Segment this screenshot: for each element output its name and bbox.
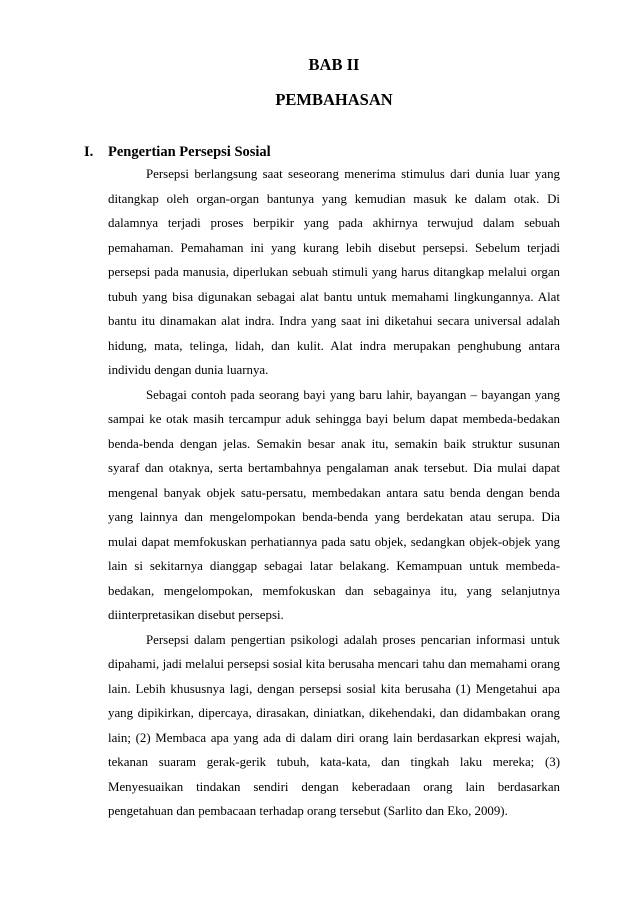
section-heading [84, 142, 271, 162]
chapter-title: PEMBAHASAN [275, 90, 393, 109]
paragraph-2: Sebagai contoh pada seorang bayi yang baru lahir, bayangan – bayangan yang sampai ke otak masih tercampur aduk sehingga bayi belum dapat membeda-bedakan benda-benda dengan jelas. Semakin besar anak itu, semakin baik struktur susunan syaraf dan otaknya, serta bertambahnya pengalaman anak tersebut. Dia mulai dapat mengenal banyak objek satu-persatu, membedakan antara satu benda dengan benda yang lainnya dan mengelompokan benda-benda yang berdekatan atau serupa. Dia mulai dapat memfokuskan perhatiannya pada satu objek, sedangkan objek-objek yang lain si sekitarnya dianggap sebagai latar belakang. Kemampuan untuk membeda-bedakan, mengelompokan, memfokuskan dan sebagainya itu, yang selanjutnya diinterpretasikan disebut persepsi. [108, 387, 560, 622]
paragraph-3: Persepsi dalam pengertian psikologi adalah proses pencarian informasi untuk dipahami, jadi melalui persepsi sosial kita berusaha mencari tahu dan memahami orang lain. Lebih khususnya lagi, dengan persepsi sosial kita berusaha (1) Mengetahui apa yang dipikirkan, dipercaya, dirasakan, diniatkan, dikehendaki, dan didambakan orang lain; (2) Membaca apa yang ada di dalam diri orang lain berdasarkan ekpresi wajah, tekanan suaram gerak-gerik tubuh, kata-kata, dan tingkah laku mereka; (3) Menyesuaikan tindakan sendiri dengan keberadaan orang lain berdasarkan pengetahuan dan pembacaan terhadap orang tersebut (Sarlito dan Eko, 2009). [108, 632, 560, 818]
section-number: I. [84, 144, 94, 160]
section-body [108, 162, 560, 824]
paragraph-1: Persepsi berlangsung saat seseorang menerima stimulus dari dunia luar yang ditangkap oleh organ-organ bantunya yang kemudian masuk ke dalam otak. Di dalamnya terjadi proses berpikir yang pada akhirnya terwujud dalam sebuah pemahaman. Pemahaman ini yang kurang lebih disebut persepsi. Sebelum terjadi persepsi pada manusia, diperlukan sebuah stimuli yang harus ditangkap melalui organ tubuh yang bisa digunakan sebagai alat bantu untuk memahami lingkungannya. Alat bantu itu dinamakan alat indra. Indra yang saat ini diketahui secara universal adalah hidung, mata, telinga, lidah, dan kulit. Alat indra merupakan penghubung antara individu dengan dunia luarnya. [108, 167, 560, 377]
section-title: Pengertian Persepsi Sosial [108, 144, 271, 160]
chapter-number: BAB II [308, 55, 360, 74]
